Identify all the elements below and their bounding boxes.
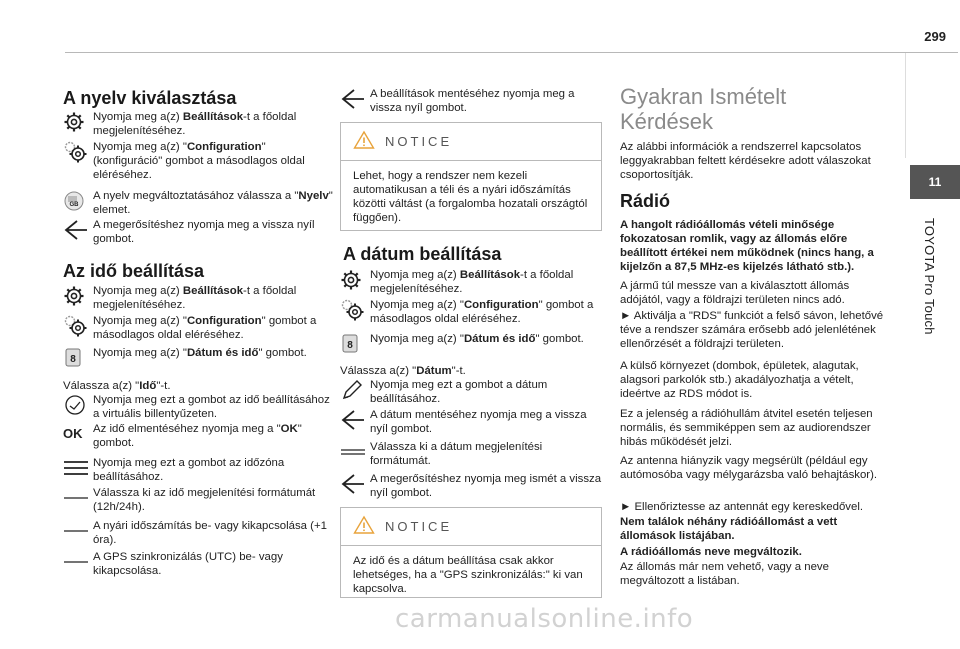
language-step-2-text: Nyomja meg a(z) "Configuration" (konfiguráció" gombot a másodlagos oldal eléréséhez. — [93, 141, 305, 181]
time-step-5 — [63, 422, 335, 450]
faq-answer-6: ► Ellenőriztesse az antennát egy kereskedővel. — [620, 501, 864, 513]
svg-text:8: 8 — [347, 340, 353, 351]
language-step-1-text: Nyomja meg a(z) Beállítások-t a főoldal megjelenítéséhez. — [93, 111, 297, 137]
toggle-line-icon — [63, 486, 93, 510]
save-settings-text: A beállítások mentéséhez nyomja meg a vissza nyíl gombot. — [370, 88, 575, 114]
chapter-title: TOYOTA Pro Touch — [922, 218, 937, 335]
toggle-line-icon — [63, 519, 93, 543]
faq-answer-4: Ez a jelenség a rádióhullám átvitel esetén teljesen normális, és semmiképpen sem az audiorendszer hibás működését jelzi. — [620, 408, 873, 448]
time-step-1 — [63, 284, 335, 312]
time-heading: Az idő beállítása — [63, 261, 205, 281]
date-step-2 — [340, 298, 602, 326]
time-step-2-text: Nyomja meg a(z) "Configuration" gombot a másodlagos oldal eléréséhez. — [93, 315, 317, 341]
keyboard-edit-icon — [63, 393, 93, 417]
time-step-3-text: Nyomja meg a(z) "Dátum és idő" gombot. — [93, 347, 307, 359]
language-flag-icon — [63, 189, 93, 213]
date-step-6-text: Válassza ki a dátum megjelenítési formátumát. — [370, 441, 543, 467]
language-step-2 — [63, 140, 335, 182]
back-arrow-icon — [340, 408, 370, 432]
faq-intro: Az alábbi információk a rendszerrel kapcsolatos leggyakrabban feltett kérdésekre adott válaszokat csoportosítják. — [620, 141, 871, 181]
date-select-date: Válassza a(z) "Dátum"-t. — [340, 365, 466, 377]
notice-box-2 — [340, 507, 602, 598]
back-arrow-icon — [340, 472, 370, 496]
settings-gear-icon — [63, 284, 93, 308]
back-arrow-icon — [63, 218, 93, 242]
page-number: 299 — [924, 29, 946, 44]
time-step-6 — [63, 456, 335, 484]
toggle-line-icon — [63, 550, 93, 574]
save-settings-step — [340, 87, 602, 115]
date-step-6 — [340, 440, 602, 468]
format-line-icon — [340, 440, 370, 464]
language-heading: A nyelv kiválasztása — [63, 88, 237, 108]
notice-box-1 — [340, 122, 602, 231]
language-step-1 — [63, 110, 335, 138]
settings-gear-icon — [63, 110, 93, 134]
faq-question-1: A hangolt rádióállomás vételi minősége fokozatosan romlik, vagy az állomás előre beállított értékei nem működnek (nincs hang, a kijelzőn a 87,5 MHz-es kijelzés látható stb.). — [620, 219, 874, 273]
time-step-7 — [63, 486, 335, 514]
notice-title: NOTICE — [385, 518, 453, 534]
ok-button-icon: OK — [63, 426, 83, 441]
date-step-5 — [340, 408, 602, 436]
date-step-1-text: Nyomja meg a(z) Beállítások-t a főoldal megjelenítéséhez. — [370, 269, 574, 295]
svg-text:8: 8 — [70, 354, 76, 365]
faq-answer-3: A külső környezet (dombok, épületek, alagutak, alagsori parkolók stb.) akadályozhatja a vételt, ideértve az RDS módot is. — [620, 360, 859, 400]
notice-body: Az idő és a dátum beállítása csak akkor lehetséges, ha a "GPS szinkronizálás:" ki van kapcsolva. — [353, 555, 583, 595]
configuration-gears-icon — [340, 298, 370, 322]
language-step-3-text: A nyelv megváltoztatásához válassza a "Nyelv" elemet. — [93, 190, 333, 216]
time-step-6-text: Nyomja meg ezt a gombot az időzóna beállításához. — [93, 457, 285, 483]
date-time-icon — [63, 346, 93, 370]
language-step-3 — [63, 189, 335, 217]
notice-header — [341, 123, 601, 161]
time-step-3 — [63, 346, 335, 370]
date-heading: A dátum beállítása — [343, 244, 502, 264]
faq-question-3: A rádióállomás neve megváltozik. — [620, 546, 802, 558]
date-step-5-text: A dátum mentéséhez nyomja meg a vissza nyíl gombot. — [370, 409, 587, 435]
time-step-4-text: Nyomja meg ezt a gombot az idő beállításához a virtuális billentyűzeten. — [93, 394, 330, 420]
time-step-4 — [63, 393, 335, 421]
language-step-4-text: A megerősítéshez nyomja meg a vissza nyíl gombot. — [93, 219, 315, 245]
configuration-gears-icon — [63, 140, 93, 164]
date-step-2-text: Nyomja meg a(z) "Configuration" gombot a másodlagos oldal eléréséhez. — [370, 299, 594, 325]
notice-title: NOTICE — [385, 133, 453, 149]
warning-triangle-icon — [353, 130, 375, 154]
time-step-7-text: Válassza ki az idő megjelenítési formátumát (12h/24h). — [93, 487, 316, 513]
time-step-8 — [63, 519, 335, 547]
date-step-4-text: Nyomja meg ezt a gombot a dátum beállításához. — [370, 379, 548, 405]
warning-triangle-icon — [353, 515, 375, 539]
chapter-tab[interactable]: 11 — [910, 165, 960, 199]
time-step-5-text: Az idő elmentéséhez nyomja meg a "OK" gombot. — [93, 423, 302, 449]
notice-header — [341, 508, 601, 546]
side-rule — [905, 53, 906, 158]
faq-answer-7: Az állomás már nem vehető, vagy a neve megváltozott a listában. — [620, 561, 829, 587]
watermark: carmanualsonline.info — [395, 604, 694, 634]
header-rule — [65, 52, 958, 53]
date-step-1 — [340, 268, 602, 296]
time-step-8-text: A nyári időszámítás be- vagy kikapcsolása (+1 óra). — [93, 520, 327, 546]
menu-lines-icon — [63, 456, 93, 480]
time-step-9 — [63, 550, 335, 578]
radio-heading: Rádió — [620, 191, 671, 211]
language-step-4 — [63, 218, 335, 246]
time-step-1-text: Nyomja meg a(z) Beállítások-t a főoldal megjelenítéséhez. — [93, 285, 297, 311]
faq-answer-2: ► Aktiválja a "RDS" funkciót a felső sávon, lehetővé téve a rendszer számára erősebb adó jelenlétének ellenőrzését a földrajzi területen. — [620, 310, 884, 350]
faq-heading: Gyakran Ismételt Kérdések — [620, 84, 787, 134]
back-arrow-icon — [340, 87, 370, 111]
settings-gear-icon — [340, 268, 370, 292]
time-select-time: Válassza a(z) "Idő"-t. — [63, 380, 171, 392]
date-step-3 — [340, 332, 602, 356]
faq-answer-5: Az antenna hiányzik vagy megsérült (például egy autómosóba vagy mélygarázsba való behajtáskor). — [620, 455, 878, 481]
svg-text:GB: GB — [69, 202, 79, 208]
configuration-gears-icon — [63, 314, 93, 338]
date-step-4 — [340, 378, 602, 406]
time-step-2 — [63, 314, 335, 342]
notice-body: Lehet, hogy a rendszer nem kezeli automatikusan a téli és a nyári időszámítás közötti váltást (a forgalomba hozatali országtól függően). — [353, 170, 588, 224]
time-step-9-text: A GPS szinkronizálás (UTC) be- vagy kikapcsolása. — [93, 551, 283, 577]
pencil-icon — [340, 378, 370, 402]
date-step-7 — [340, 472, 602, 500]
date-step-7-text: A megerősítéshez nyomja meg ismét a vissza nyíl gombot. — [370, 473, 602, 499]
faq-answer-1: A jármű túl messze van a kiválasztott állomás adójától, vagy a földrajzi területen nincs adó. — [620, 280, 850, 306]
faq-question-2: Nem találok néhány rádióállomást a vett állomások listájában. — [620, 516, 838, 542]
date-step-3-text: Nyomja meg a(z) "Dátum és idő" gombot. — [370, 333, 584, 345]
date-time-icon — [340, 332, 370, 356]
